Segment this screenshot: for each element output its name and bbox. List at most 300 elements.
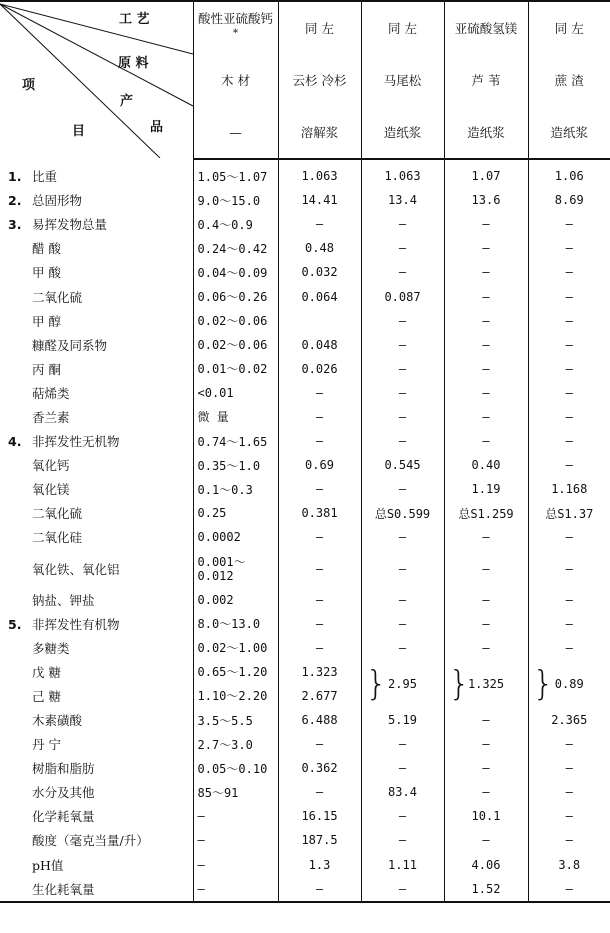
value-cell-col3 [361, 381, 444, 405]
value-cell-col2 [278, 780, 361, 804]
table-row [0, 660, 610, 684]
value-cell-col4 [444, 853, 528, 877]
item-cell [0, 333, 193, 357]
material-label-3: 马尾松 [383, 72, 422, 88]
value-cell-col5 [528, 357, 610, 381]
item-name: 二氧化硅 [32, 530, 83, 546]
value-cell-col1 [193, 550, 278, 588]
value-cell-col1 [193, 828, 278, 852]
value-text: 0.02～0.06 [197, 338, 268, 353]
value-cell-col2 [278, 453, 361, 477]
corner-item-label-b: 目 [72, 124, 86, 139]
value-text: 3.5～5.5 [197, 713, 253, 728]
value-cell-col1 [193, 260, 278, 284]
product-cell-4 [444, 106, 528, 159]
value-text: — [315, 530, 324, 545]
value-cell-col4 [444, 756, 528, 780]
value-text: 5.19 [388, 713, 417, 728]
table-row [0, 212, 610, 236]
value-cell-col2 [278, 853, 361, 877]
product-cell-3 [361, 106, 444, 159]
sugar-total-value: 2.95 [388, 676, 417, 691]
table-row [0, 477, 610, 501]
value-cell-col2 [278, 381, 361, 405]
item-cell [0, 636, 193, 660]
value-cell-col2 [278, 501, 361, 525]
process-cell-5 [528, 1, 610, 54]
process-mark: * [232, 27, 239, 40]
value-cell-col3 [361, 525, 444, 549]
value-cell-col3 [361, 804, 444, 828]
value-cell-col2 [278, 612, 361, 636]
value-text: 1.11 [388, 857, 417, 872]
value-cell-col2 [278, 284, 361, 308]
item-name: 易挥发物总量 [32, 217, 108, 233]
value-text: — [482, 561, 490, 576]
value-cell-col3 [361, 159, 444, 188]
product-cell-1 [193, 106, 278, 159]
item-name: 醋 酸 [32, 241, 61, 257]
value-cell-col3 [361, 877, 444, 902]
value-text: — [398, 482, 407, 497]
value-text: — [565, 217, 573, 232]
value-text: 14.41 [301, 193, 338, 208]
value-text: — [398, 561, 407, 576]
value-cell-col1 [193, 612, 278, 636]
item-cell [0, 357, 193, 381]
product-cell-2 [278, 106, 361, 159]
item-name: 丙 酮 [32, 361, 61, 377]
value-text: 0.032 [301, 265, 338, 280]
item-name: pH值 [32, 857, 64, 873]
process-label-5: 同 左 [554, 20, 584, 36]
value-cell-col4 [444, 260, 528, 284]
value-text: — [398, 217, 407, 232]
item-number: 2. [8, 193, 22, 209]
value-text: — [565, 409, 573, 424]
item-name: 糠醛及同系物 [32, 337, 108, 353]
value-text: 83.4 [388, 785, 417, 800]
material-cell-4 [444, 54, 528, 106]
value-text: 0.545 [384, 458, 421, 473]
value-cell-col3 [361, 612, 444, 636]
value-cell-col4 [444, 588, 528, 612]
item-cell [0, 732, 193, 756]
item-name: 树脂和脂肪 [32, 761, 95, 777]
value-text: — [565, 809, 573, 824]
product-label-4: 造纸浆 [467, 124, 505, 140]
diagonal-corner-header [0, 1, 193, 159]
value-cell-col5 [528, 550, 610, 588]
value-cell-col4 [444, 636, 528, 660]
item-cell [0, 877, 193, 902]
value-text: — [315, 482, 324, 497]
item-name: 酸度（毫克当量/升） [32, 833, 149, 849]
value-text: — [197, 809, 205, 824]
process-label-4: 亚硫酸氢镁 [454, 20, 518, 36]
value-cell-col5 [528, 188, 610, 212]
item-name: 氧化钙 [32, 458, 70, 474]
value-text: — [482, 713, 490, 728]
item-name: 戊 糖 [32, 664, 61, 680]
value-cell-col1 [193, 284, 278, 308]
value-cell-col1 [193, 636, 278, 660]
value-text: — [197, 833, 205, 848]
value-text: — [315, 737, 324, 752]
value-text: — [315, 217, 324, 232]
value-cell-col2 [278, 188, 361, 212]
value-cell-col5 [528, 708, 610, 732]
sugar-total-cell-col5 [528, 660, 610, 708]
value-cell-col3 [361, 853, 444, 877]
value-text: 0.002 [197, 592, 234, 607]
value-cell-col1 [193, 804, 278, 828]
item-cell [0, 684, 193, 708]
value-cell-col1 [193, 309, 278, 333]
table-row [0, 188, 610, 212]
value-text: — [482, 241, 490, 256]
item-cell [0, 477, 193, 501]
value-text: — [482, 434, 490, 449]
sugar-total-cell-col3 [361, 660, 444, 708]
item-cell [0, 804, 193, 828]
value-text: — [398, 616, 407, 631]
value-text: 0.01～0.02 [197, 362, 268, 377]
value-text: — [565, 434, 573, 449]
value-cell-col3 [361, 550, 444, 588]
material-cell-1 [193, 54, 278, 106]
item-cell [0, 525, 193, 549]
value-cell-col3 [361, 429, 444, 453]
value-text: — [197, 881, 205, 896]
material-label-5: 蔗 渣 [554, 72, 584, 88]
material-cell-2 [278, 54, 361, 106]
value-cell-col4 [444, 381, 528, 405]
table-row [0, 405, 610, 429]
value-cell-col1 [193, 429, 278, 453]
value-text: 2.365 [551, 713, 588, 728]
value-text: 1.168 [551, 482, 588, 497]
item-cell [0, 309, 193, 333]
value-text: — [482, 289, 490, 304]
value-text: 0.04～0.09 [197, 265, 268, 280]
value-cell-col3 [361, 188, 444, 212]
item-name: 化学耗氧量 [32, 809, 95, 825]
material-label-1: 木 材 [221, 72, 250, 88]
value-text: 13.6 [471, 193, 501, 208]
value-cell-col1 [193, 501, 278, 525]
value-cell-col1 [193, 756, 278, 780]
value-text: — [482, 616, 490, 631]
value-text: — [482, 217, 490, 232]
item-cell [0, 429, 193, 453]
value-text: — [565, 561, 573, 576]
value-cell-col2 [278, 588, 361, 612]
value-cell-col5 [528, 636, 610, 660]
value-cell-col1 [193, 212, 278, 236]
value-cell-col3 [361, 756, 444, 780]
value-text: 6.488 [301, 713, 338, 728]
value-text: — [398, 737, 407, 752]
value-text: — [398, 361, 407, 376]
corner-item-label-a: 项 [22, 78, 36, 93]
table-row [0, 708, 610, 732]
value-text: 0.362 [301, 761, 338, 776]
value-cell-col3 [361, 732, 444, 756]
value-text: 0.4～0.9 [197, 217, 253, 232]
value-cell-col4 [444, 284, 528, 308]
value-cell-col2 [278, 732, 361, 756]
value-cell-col1 [193, 381, 278, 405]
value-cell-col2 [278, 309, 361, 333]
value-cell-col2 [278, 877, 361, 902]
value-text: 0.02～0.06 [197, 314, 268, 329]
value-text: 总S1.37 [545, 506, 594, 521]
value-text: 1.063 [301, 169, 338, 184]
value-text: 0.064 [301, 289, 338, 304]
value-text: — [565, 241, 573, 256]
value-cell-col3 [361, 260, 444, 284]
item-name: 水分及其他 [32, 785, 95, 801]
value-text: — [398, 809, 407, 824]
table-row [0, 732, 610, 756]
value-text: — [398, 265, 407, 280]
brace-glyph: } [448, 663, 471, 704]
table-row [0, 877, 610, 902]
value-text: 8.0～13.0 [197, 617, 261, 632]
process-label-1: 酸性亚硫酸钙 [197, 11, 273, 27]
value-cell-col1 [193, 708, 278, 732]
process-label-2: 同 左 [305, 20, 334, 36]
value-text: 2.677 [301, 688, 338, 703]
item-cell [0, 612, 193, 636]
table-row [0, 780, 610, 804]
value-text: 0.06～0.26 [197, 290, 268, 305]
value-cell-col3 [361, 636, 444, 660]
value-cell-col4 [444, 804, 528, 828]
item-name: 二氧化硫 [32, 289, 83, 305]
value-cell-col2 [278, 405, 361, 429]
value-text: 1.07 [471, 169, 501, 184]
value-cell-col5 [528, 159, 610, 188]
value-text: — [398, 592, 407, 607]
value-cell-col1 [193, 877, 278, 902]
value-cell-col5 [528, 284, 610, 308]
value-cell-col3 [361, 453, 444, 477]
value-cell-col1 [193, 333, 278, 357]
value-cell-col2 [278, 804, 361, 828]
value-cell-col2 [278, 429, 361, 453]
table-row [0, 381, 610, 405]
item-cell [0, 260, 193, 284]
product-label-5: 造纸浆 [550, 124, 588, 140]
value-cell-col4 [444, 429, 528, 453]
material-label-4: 芦 苇 [471, 72, 501, 88]
table-row [0, 588, 610, 612]
value-text: 1.05～1.07 [197, 169, 268, 184]
value-text: 85～91 [197, 785, 239, 800]
value-cell-col3 [361, 780, 444, 804]
value-text: 0.001～0.012 [197, 554, 246, 583]
table-row [0, 804, 610, 828]
value-cell-col5 [528, 877, 610, 902]
value-cell-col3 [361, 588, 444, 612]
value-cell-col1 [193, 732, 278, 756]
value-text: — [315, 785, 324, 800]
value-cell-col3 [361, 357, 444, 381]
process-cell-1 [193, 1, 278, 54]
value-text: — [565, 640, 573, 655]
item-name: 氧化镁 [32, 482, 70, 498]
value-cell-col1 [193, 357, 278, 381]
item-cell [0, 212, 193, 236]
value-text: — [565, 458, 573, 473]
item-number: 3. [8, 217, 22, 233]
value-text: — [565, 289, 573, 304]
value-text: — [482, 737, 490, 752]
value-cell-col2 [278, 357, 361, 381]
value-cell-col5 [528, 236, 610, 260]
value-text: — [565, 313, 573, 328]
table-row [0, 309, 610, 333]
value-text: 微 量 [197, 410, 229, 425]
value-text: 总S1.259 [458, 506, 514, 521]
value-cell-col3 [361, 284, 444, 308]
table-row [0, 612, 610, 636]
value-cell-col2 [278, 550, 361, 588]
value-cell-col4 [444, 550, 528, 588]
table-row [0, 453, 610, 477]
value-text: — [482, 761, 490, 776]
value-cell-col3 [361, 405, 444, 429]
value-cell-col4 [444, 501, 528, 525]
value-text: 0.24～0.42 [197, 241, 268, 256]
value-text: 1.323 [301, 664, 338, 679]
value-text: 8.69 [554, 193, 584, 208]
item-cell [0, 588, 193, 612]
item-name: 己 糖 [32, 688, 61, 704]
value-cell-col5 [528, 525, 610, 549]
corner-process-label: 工 艺 [119, 12, 150, 27]
table-row [0, 636, 610, 660]
process-cell-4 [444, 1, 528, 54]
value-cell-col4 [444, 477, 528, 501]
value-cell-col1 [193, 525, 278, 549]
item-cell [0, 501, 193, 525]
process-label-3: 同 左 [388, 20, 417, 36]
value-cell-col4 [444, 188, 528, 212]
item-number: 1. [8, 168, 22, 184]
value-text: 0.65～1.20 [197, 665, 268, 680]
value-text: — [398, 385, 407, 400]
value-cell-col1 [193, 453, 278, 477]
value-cell-col1 [193, 684, 278, 708]
value-text: — [565, 785, 573, 800]
value-text: — [315, 640, 324, 655]
value-cell-col4 [444, 877, 528, 902]
value-text: — [565, 361, 573, 376]
value-cell-col3 [361, 708, 444, 732]
value-text: — [315, 881, 324, 896]
value-text: — [315, 561, 324, 576]
value-cell-col5 [528, 732, 610, 756]
value-cell-col4 [444, 333, 528, 357]
value-text: — [197, 857, 205, 872]
value-text: — [482, 592, 490, 607]
item-cell [0, 780, 193, 804]
value-text: — [398, 530, 407, 545]
item-name: 甲 酸 [32, 265, 61, 281]
item-cell [0, 453, 193, 477]
sugar-total-value: 0.89 [554, 676, 584, 691]
item-cell [0, 708, 193, 732]
item-name: 比重 [32, 168, 58, 184]
item-cell [0, 188, 193, 212]
value-cell-col5 [528, 212, 610, 236]
table-row [0, 333, 610, 357]
corner-product-label-a: 产 [120, 94, 134, 109]
table-row [0, 429, 610, 453]
value-cell-col2 [278, 708, 361, 732]
product-label-3: 造纸浆 [383, 124, 422, 140]
value-text: — [398, 640, 407, 655]
item-name: 总固形物 [32, 193, 83, 209]
item-name: 多糖类 [32, 640, 70, 656]
value-text: — [482, 313, 490, 328]
value-cell-col4 [444, 828, 528, 852]
value-text: 1.06 [554, 169, 584, 184]
item-cell [0, 660, 193, 684]
value-text: — [482, 530, 490, 545]
table-row [0, 853, 610, 877]
value-cell-col2 [278, 756, 361, 780]
value-cell-col5 [528, 588, 610, 612]
table-body [0, 159, 610, 902]
value-cell-col2 [278, 525, 361, 549]
item-cell [0, 284, 193, 308]
value-text: 10.1 [471, 809, 501, 824]
value-text: — [315, 592, 324, 607]
value-cell-col4 [444, 525, 528, 549]
value-text: — [482, 785, 490, 800]
value-text: 0.69 [305, 458, 334, 473]
value-cell-col3 [361, 212, 444, 236]
item-name: 氧化铁、氧化铝 [32, 561, 120, 577]
value-cell-col2 [278, 333, 361, 357]
value-text: — [482, 337, 490, 352]
value-cell-col3 [361, 828, 444, 852]
item-name: 甲 醇 [32, 313, 61, 329]
table-header [0, 1, 610, 159]
value-cell-col5 [528, 853, 610, 877]
value-text: 0.1～0.3 [197, 482, 253, 497]
value-cell-col2 [278, 684, 361, 708]
item-name: 香兰素 [32, 409, 70, 425]
sugar-total-value: 1.325 [467, 676, 505, 691]
value-text: — [565, 592, 573, 607]
item-name: 萜烯类 [32, 385, 70, 401]
value-cell-col5 [528, 501, 610, 525]
value-cell-col4 [444, 309, 528, 333]
value-text: 1.063 [384, 169, 421, 184]
value-text: — [482, 409, 490, 424]
value-text: — [482, 361, 490, 376]
material-cell-3 [361, 54, 444, 106]
item-name: 二氧化硫 [32, 506, 83, 522]
table-row [0, 236, 610, 260]
value-cell-col2 [278, 477, 361, 501]
value-text: 1.3 [308, 857, 331, 872]
